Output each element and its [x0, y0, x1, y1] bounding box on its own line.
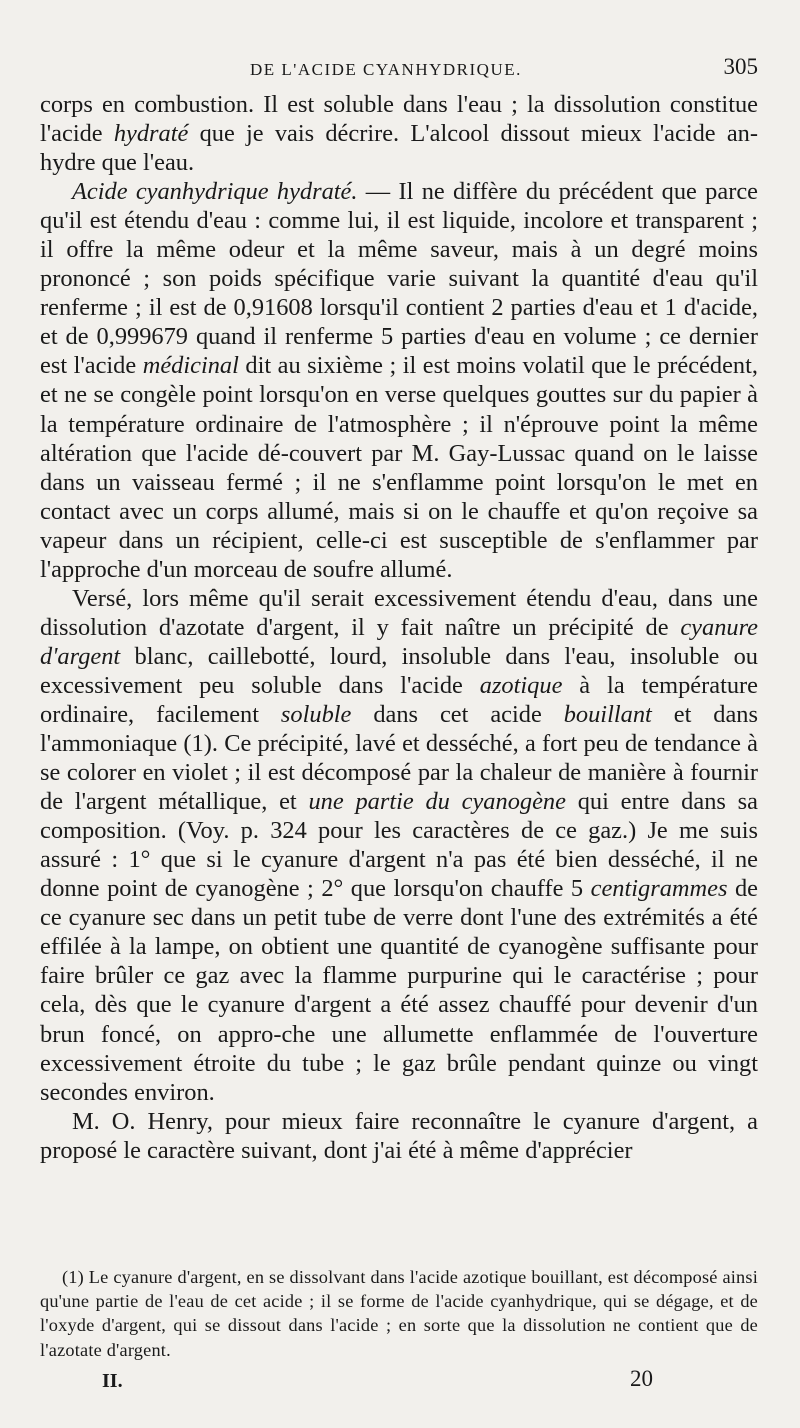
text-run: blanc, caillebotté, lourd, insoluble dans l'eau, insoluble ou excessivement peu soluble dans l'acide	[40, 642, 758, 699]
italic-term: cyanure d'argent	[40, 613, 758, 670]
italic-term: médicinal	[142, 352, 239, 380]
text-run: que je vais décrire. L'alcool dissout mieux l'acide an-hydre que l'eau.	[40, 120, 758, 177]
text-run: Versé, lors même qu'il serait excessivement étendu d'eau, dans une dissolution d'azotate d'argent, il y fait naître un précipité de	[40, 584, 758, 641]
italic-term: azotique	[479, 671, 563, 699]
italic-term: bouillant	[563, 700, 652, 728]
page-footer	[40, 1366, 758, 1396]
italic-term: une partie du cyanogène	[308, 788, 566, 816]
paragraph-1	[40, 90, 758, 177]
text-run: corps en combustion. Il est soluble dans l'eau ; la dissolution constitue l'acide	[40, 91, 758, 148]
footnote-text: Le cyanure d'argent, en se dissolvant dans l'acide azotique bouillant, est décomposé ainsi qu'une partie de l'eau de cet acide ; il se forme de l'acide cyanhydrique, qui se dégage, et de l'oxyde d'argent, qui se dissout dans l'acide ; en sorte que la dissolution ne contient que de l'azotate d'argent.	[40, 1267, 758, 1360]
text-run: à la température ordinaire, facilement	[40, 671, 759, 728]
paragraph-4: M. O. Henry, pour mieux faire reconnaître le cyanure d'argent, a proposé le caractère suivant, dont j'ai été à même d'apprécier	[40, 1107, 758, 1164]
italic-term: hydraté	[113, 120, 189, 148]
section-heading: Acide cyanhydrique hydraté.	[72, 178, 358, 206]
paragraph-3	[40, 584, 758, 1107]
text-run: et dans l'ammoniaque (1). Ce précipité, lavé et desséché, a fort peu de tendance à se colorer en violet ; il est décomposé par la chaleur de manière à fournir de l'argent métallique, et	[40, 700, 758, 816]
text-run: dans cet acide	[351, 700, 564, 728]
body-text	[40, 90, 758, 1165]
sheet-number: 20	[630, 1366, 653, 1391]
footnote-1	[40, 1265, 758, 1362]
page-number: 305	[723, 54, 758, 79]
page-header	[40, 54, 758, 88]
footnote-marker: (1)	[62, 1267, 84, 1287]
paragraph-2	[40, 177, 758, 584]
signature-mark: II.	[102, 1370, 123, 1392]
text-run: qui entre dans sa composition. (Voy. p. 324 pour les caractères de ce gaz.) Je me suis assuré : 1° que si le cyanure d'argent n'a pas été bien desséché, il ne donne point de cyanogène ; 2° que lorsqu'on chauffe 5	[40, 788, 758, 903]
italic-term: centigrammes	[590, 875, 728, 903]
running-head: DE L'ACIDE CYANHYDRIQUE.	[250, 60, 522, 79]
italic-term: soluble	[280, 700, 352, 728]
footnotes	[40, 1265, 758, 1362]
text-run: de ce cyanure sec dans un petit tube de verre dont l'une des extrémités a été effilée à la lampe, on obtient une quantité de cyanogène suffisante pour faire brûler ce gaz avec la flamme purpurine qui le caractérise ; pour cela, dès que le cyanure d'argent a été assez chauffé pour devenir d'un brun foncé, on appro-che une allumette enflammée de l'ouverture excessivement étroite du tube ; le gaz brûle pendant quinze ou vingt secondes environ.	[40, 875, 759, 1106]
text-run: — Il ne diffère du précédent que parce qu'il est étendu d'eau : comme lui, il est liquide, incolore et transparent ; il offre la même odeur et la même saveur, mais à un degré moins prononcé ; son poids spécifique varie suivant la quantité d'eau qu'il renferme ; il est de 0,91608 lorsqu'il contient 2 parties d'eau et 1 d'acide, et de 0,999679 quand il renferme 5 parties d'eau en volume ; ce dernier est l'acide	[40, 178, 758, 380]
text-run: dit au sixième ; il est moins volatil que le précédent, et ne se congèle point lorsqu'on en verse quelques gouttes sur du papier à la température ordinaire de l'atmosphère ; il n'éprouve point la même altération que l'acide dé-couvert par M. Gay-Lussac quand on le laisse dans un vaisseau fermé ; il ne s'enflamme point lorsqu'on le met en contact avec un corps allumé, mais si on le chauffe et qu'on reçoive sa vapeur dans un récipient, celle-ci est susceptible de s'enflammer par l'approche d'un morceau de soufre allumé.	[40, 352, 758, 583]
